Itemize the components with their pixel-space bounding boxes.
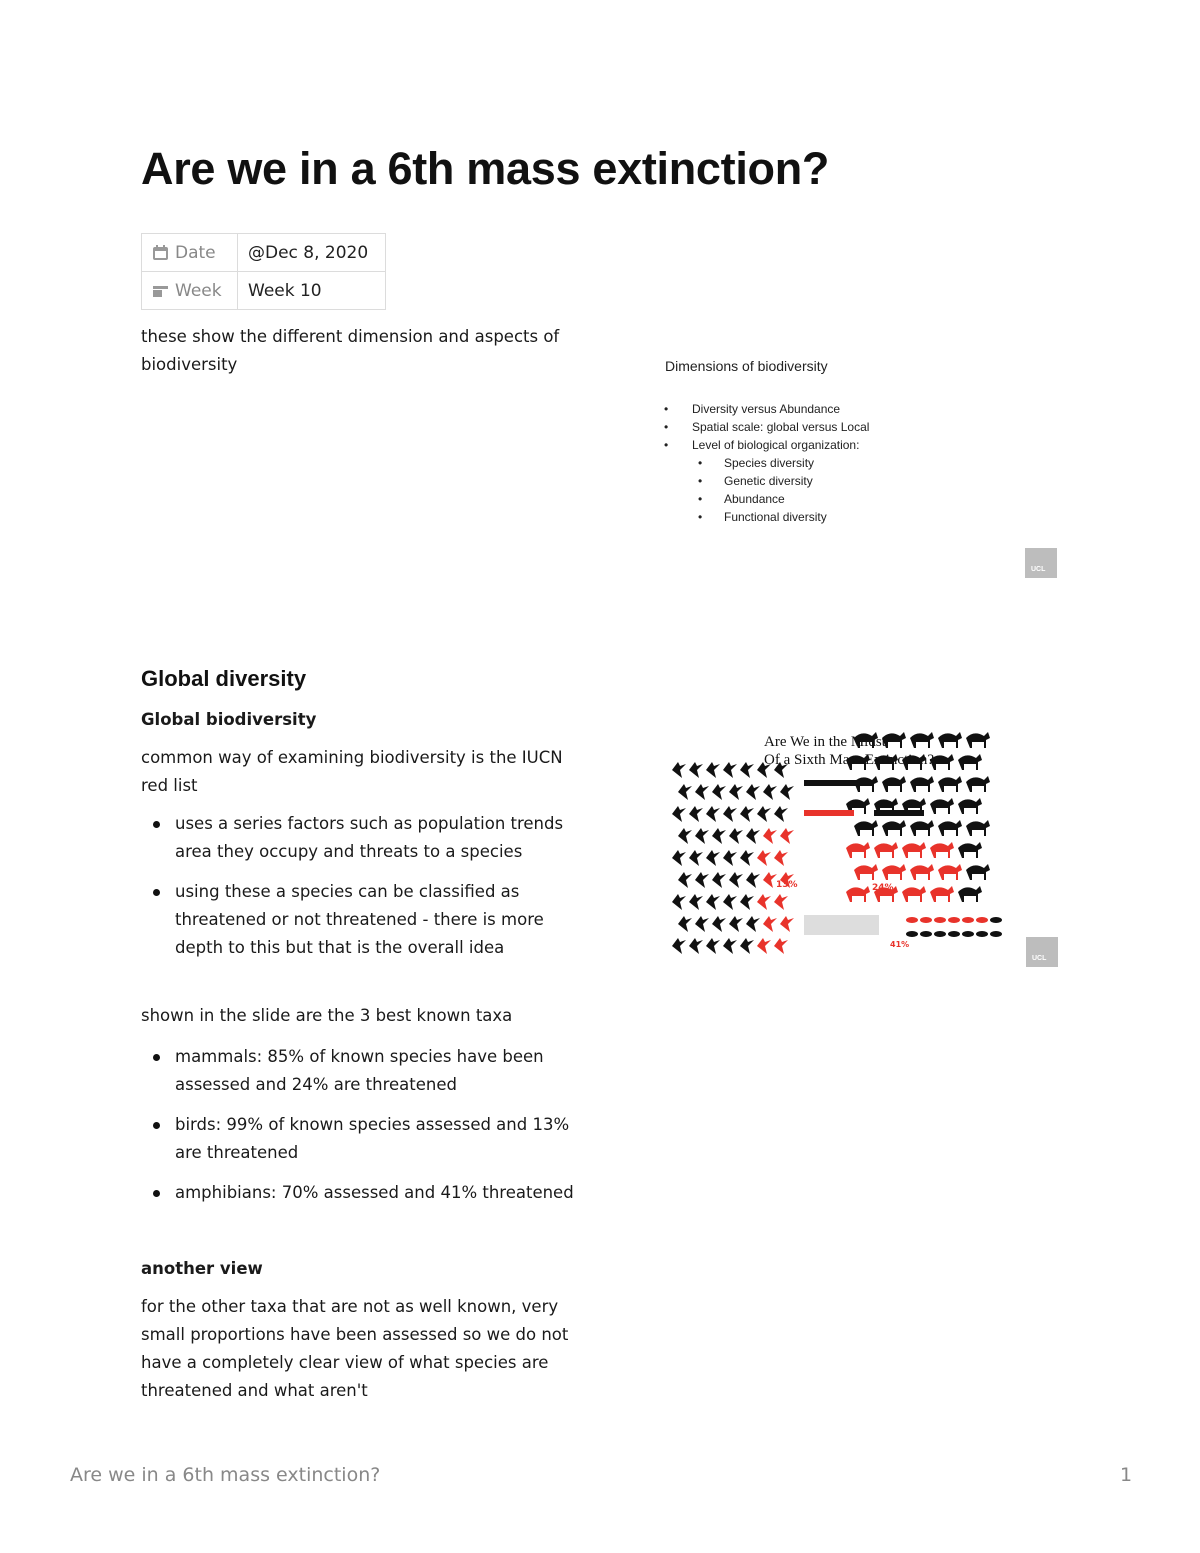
bird-silhouette bbox=[706, 762, 720, 778]
bird-silhouette bbox=[712, 872, 726, 888]
slide-sub-bullet: • Species diversity bbox=[658, 454, 869, 472]
bird-silhouette bbox=[763, 784, 777, 800]
bird-silhouette bbox=[780, 828, 794, 844]
paragraph: common way of examining biodiversity is the IUCN red list bbox=[141, 748, 563, 795]
slide-bullet: • Level of biological organization: bbox=[658, 436, 869, 454]
mammal-silhouette bbox=[938, 820, 962, 836]
amphibians-silhouettes bbox=[906, 917, 1002, 937]
bird-silhouette bbox=[740, 850, 754, 866]
section-subheading: another view bbox=[141, 1259, 263, 1278]
bird-silhouette bbox=[695, 872, 709, 888]
mammal-silhouette bbox=[930, 886, 954, 902]
property-key-week bbox=[142, 272, 238, 310]
amphibian-silhouette bbox=[990, 917, 1002, 923]
slide-dimensions-of-biodiversity bbox=[640, 340, 1070, 590]
mammal-silhouette bbox=[938, 776, 962, 792]
slide-sub-bullet: • Functional diversity bbox=[658, 508, 869, 526]
mammal-silhouette bbox=[930, 798, 954, 814]
mammal-silhouette bbox=[910, 864, 934, 880]
property-row-week bbox=[142, 272, 386, 310]
bird-silhouette bbox=[672, 806, 686, 822]
slide-bullet-list bbox=[658, 400, 869, 526]
mammal-silhouette bbox=[930, 842, 954, 858]
slide-title: Dimensions of biodiversity bbox=[665, 358, 828, 374]
mammal-silhouette bbox=[846, 842, 870, 858]
mammal-silhouette bbox=[966, 820, 990, 836]
bird-silhouette bbox=[763, 828, 777, 844]
bird-silhouette bbox=[780, 916, 794, 932]
bird-silhouette bbox=[746, 784, 760, 800]
bird-silhouette bbox=[712, 784, 726, 800]
bird-silhouette bbox=[706, 894, 720, 910]
ucl-logo: UCL bbox=[1026, 937, 1058, 967]
amphibian-silhouette bbox=[976, 917, 988, 923]
bird-silhouette bbox=[763, 872, 777, 888]
bird-silhouette bbox=[780, 784, 794, 800]
section-heading: Global diversity bbox=[141, 666, 307, 691]
bird-silhouette bbox=[757, 894, 771, 910]
bird-silhouette bbox=[763, 916, 777, 932]
amphibian-silhouette bbox=[962, 917, 974, 923]
page-title: Are we in a 6th mass extinction? bbox=[141, 143, 830, 194]
footer-title: Are we in a 6th mass extinction? bbox=[70, 1464, 381, 1486]
mammal-silhouette bbox=[958, 886, 982, 902]
amphibian-silhouette bbox=[990, 931, 1002, 937]
bird-silhouette bbox=[723, 938, 737, 954]
mammal-silhouette bbox=[902, 842, 926, 858]
property-key-label: Week bbox=[175, 280, 222, 301]
property-key-date bbox=[142, 234, 238, 272]
properties-table bbox=[141, 233, 386, 310]
mammal-silhouette bbox=[882, 820, 906, 836]
bird-silhouette bbox=[689, 806, 703, 822]
bird-silhouette bbox=[689, 894, 703, 910]
slide-bullet: • Diversity versus Abundance bbox=[658, 400, 869, 418]
list-item: uses a series factors such as population trends area they occupy and threats to a species bbox=[141, 810, 581, 866]
list-item: mammals: 85% of known species have been assessed and 24% are threatened bbox=[141, 1043, 581, 1099]
mammal-silhouette bbox=[938, 732, 962, 748]
property-value-week[interactable]: Week 10 bbox=[238, 272, 386, 310]
amphibians-threatened-label: 41% bbox=[890, 940, 910, 949]
mammal-silhouette bbox=[882, 776, 906, 792]
amphibian-silhouette bbox=[976, 931, 988, 937]
amphibian-silhouette bbox=[906, 931, 918, 937]
amphibian-silhouette bbox=[962, 931, 974, 937]
intro-text: these show the different dimension and aspects of biodiversity bbox=[141, 327, 560, 374]
bird-silhouette bbox=[757, 850, 771, 866]
slide-sixth-mass-extinction bbox=[664, 715, 1064, 975]
bird-silhouette bbox=[678, 872, 692, 888]
property-value-date[interactable]: @Dec 8, 2020 bbox=[238, 234, 386, 272]
bird-silhouette bbox=[757, 938, 771, 954]
section-subheading: Global biodiversity bbox=[141, 710, 317, 729]
paragraph: shown in the slide are the 3 best known taxa bbox=[141, 1006, 513, 1025]
mammal-silhouette bbox=[854, 820, 878, 836]
bird-silhouette bbox=[672, 938, 686, 954]
bird-silhouette bbox=[729, 784, 743, 800]
bird-silhouette bbox=[774, 894, 788, 910]
amphibian-silhouette bbox=[934, 917, 946, 923]
list-icon bbox=[152, 282, 169, 299]
bird-silhouette bbox=[706, 850, 720, 866]
bird-silhouette bbox=[689, 938, 703, 954]
bullet-list bbox=[141, 810, 581, 974]
mammal-silhouette bbox=[966, 732, 990, 748]
bird-silhouette bbox=[746, 828, 760, 844]
list-item: amphibians: 70% assessed and 41% threatened bbox=[141, 1179, 581, 1207]
mammal-silhouette bbox=[902, 886, 926, 902]
bird-silhouette bbox=[740, 806, 754, 822]
amphibian-silhouette bbox=[948, 931, 960, 937]
bird-silhouette bbox=[672, 762, 686, 778]
bird-silhouette bbox=[706, 938, 720, 954]
bird-silhouette bbox=[712, 916, 726, 932]
mammal-silhouette bbox=[958, 842, 982, 858]
bird-silhouette bbox=[689, 850, 703, 866]
birds-silhouettes bbox=[672, 762, 794, 954]
mammal-silhouette bbox=[854, 864, 878, 880]
list-item: using these a species can be classified as threatened or not threatened - there is more depth to this but that is the overall idea bbox=[141, 878, 581, 962]
bird-silhouette bbox=[723, 894, 737, 910]
bird-silhouette bbox=[729, 916, 743, 932]
amphibian-silhouette bbox=[934, 931, 946, 937]
mammal-silhouette bbox=[910, 776, 934, 792]
property-key-label: Date bbox=[175, 242, 216, 263]
bird-silhouette bbox=[740, 894, 754, 910]
bird-silhouette bbox=[672, 894, 686, 910]
mammal-silhouette bbox=[882, 864, 906, 880]
mammal-silhouette bbox=[966, 864, 990, 880]
amphibian-silhouette bbox=[920, 917, 932, 923]
bird-silhouette bbox=[729, 828, 743, 844]
bird-silhouette bbox=[740, 938, 754, 954]
amphibian-silhouette bbox=[920, 931, 932, 937]
bird-silhouette bbox=[678, 784, 692, 800]
bird-silhouette bbox=[723, 806, 737, 822]
mammal-silhouette bbox=[938, 864, 962, 880]
page-number: 1 bbox=[1120, 1464, 1133, 1486]
ucl-logo: UCL bbox=[1025, 548, 1057, 578]
paragraph: for the other taxa that are not as well known, very small proportions have been assessed so we do not have a completely clear view of what species are threatened and what aren't bbox=[141, 1297, 569, 1400]
infographic-title: Are We in the Midst Of a Sixth Mass Extinction? bbox=[764, 734, 934, 768]
mammal-silhouette bbox=[910, 820, 934, 836]
slide-sub-bullet: • Abundance bbox=[658, 490, 869, 508]
mammal-silhouette bbox=[958, 798, 982, 814]
mammal-silhouette bbox=[958, 754, 982, 770]
bird-silhouette bbox=[695, 784, 709, 800]
amphibian-silhouette bbox=[948, 917, 960, 923]
slide-bullet: • Spatial scale: global versus Local bbox=[658, 418, 869, 436]
mammal-silhouette bbox=[874, 842, 898, 858]
bird-silhouette bbox=[678, 916, 692, 932]
bird-silhouette bbox=[672, 850, 686, 866]
amphibian-silhouette bbox=[906, 917, 918, 923]
mammal-silhouette bbox=[966, 776, 990, 792]
bird-silhouette bbox=[746, 872, 760, 888]
bird-silhouette bbox=[746, 916, 760, 932]
bird-silhouette bbox=[729, 872, 743, 888]
birds-threatened-label: 13% bbox=[776, 880, 798, 890]
bird-silhouette bbox=[774, 938, 788, 954]
mammals-threatened-label: 24% bbox=[872, 883, 894, 893]
mammal-silhouette bbox=[846, 886, 870, 902]
bird-silhouette bbox=[774, 806, 788, 822]
calendar-icon bbox=[152, 244, 169, 261]
bird-silhouette bbox=[706, 806, 720, 822]
bird-silhouette bbox=[695, 916, 709, 932]
bird-silhouette bbox=[678, 828, 692, 844]
slide-sub-bullet: • Genetic diversity bbox=[658, 472, 869, 490]
list-item: birds: 99% of known species assessed and 13% are threatened bbox=[141, 1111, 581, 1167]
bird-silhouette bbox=[689, 762, 703, 778]
bird-silhouette bbox=[757, 806, 771, 822]
bullet-list bbox=[141, 1043, 581, 1219]
bird-silhouette bbox=[712, 828, 726, 844]
bird-silhouette bbox=[723, 762, 737, 778]
bird-silhouette bbox=[723, 850, 737, 866]
property-row-date bbox=[142, 234, 386, 272]
bird-silhouette bbox=[740, 762, 754, 778]
bird-silhouette bbox=[774, 850, 788, 866]
bird-silhouette bbox=[695, 828, 709, 844]
